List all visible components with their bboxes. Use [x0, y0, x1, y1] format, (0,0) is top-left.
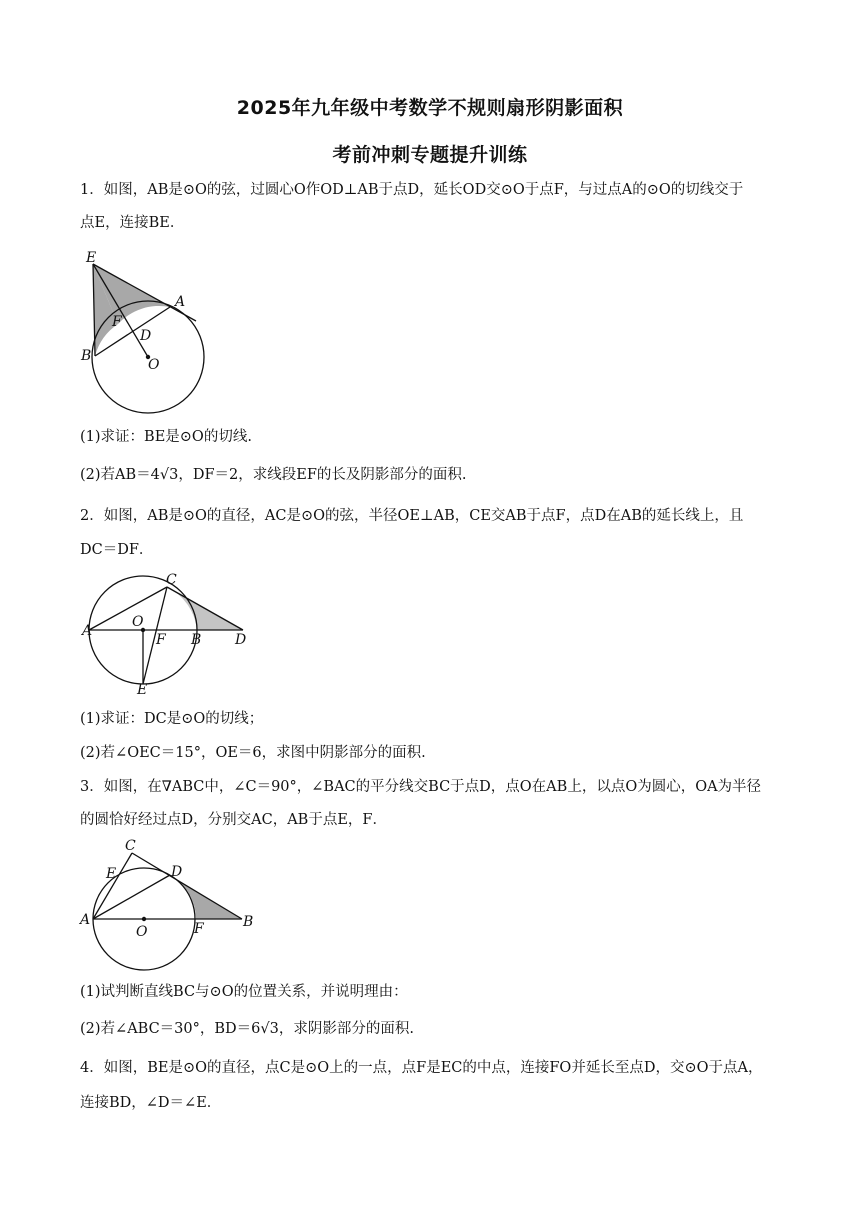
document-subtitle: 考前冲刺专题提升训练 [332, 144, 528, 166]
problem-1-part-1: (1)求证：BE是⊙O的切线. [80, 429, 252, 445]
problem-2-part-1: (1)求证：DC是⊙O的切线； [80, 711, 264, 727]
label-d: D [140, 328, 152, 344]
label-b: B [81, 348, 92, 364]
problem-2-part-2: (2)若∠OEC＝15°，OE＝6，求图中阴影部分的面积. [80, 745, 426, 761]
bisector-ad [93, 875, 170, 919]
label-f: F [156, 632, 166, 648]
label-o: O [136, 924, 148, 940]
problem-1-stem-line-2: 点E，连接BE． [80, 215, 185, 231]
problem-3-stem-line-2: 的圆恰好经过点D，分别交AC，AB于点E，F． [80, 812, 387, 828]
problem-2-stem-line-1: 2．如图，AB是⊙O的直径，AC是⊙O的弦，半径OE⊥AB，CE交AB于点F，点D在AB的延长线上，且 [80, 508, 744, 524]
problem-1-stem-line-1: 1．如图，AB是⊙O的弦，过圆心O作OD⊥AB于点D，延长OD交⊙O于点F，与过点A的⊙O的切线交于 [80, 182, 744, 198]
center-dot [142, 917, 146, 921]
label-b: B [243, 914, 254, 930]
label-b: B [191, 632, 202, 648]
problem-4-stem-line-2: 连接BD，∠D＝∠E． [80, 1095, 222, 1111]
document-title: 2025年九年级中考数学不规则扇形阴影面积 [236, 97, 624, 119]
label-a: A [82, 623, 93, 639]
problem-1-figure [78, 248, 218, 416]
segment-cb [132, 853, 242, 919]
problem-3-figure [78, 836, 263, 976]
label-a: A [175, 294, 186, 310]
label-c: C [166, 572, 177, 588]
label-a: A [80, 912, 91, 928]
problem-4-stem-line-1: 4．如图，BE是⊙O的直径，点C是⊙O上的一点，点F是EC的中点，连接FO并延长至点D，交⊙O于点A， [80, 1060, 763, 1076]
problem-2-figure [80, 570, 260, 696]
problem-3-part-1: (1)试判断直线BC与⊙O的位置关系，并说明理由： [80, 984, 408, 1000]
label-f: F [112, 314, 122, 330]
problem-3-stem-line-1: 3．如图，在∇ABC中，∠C＝90°，∠BAC的平分线交BC于点D，点O在AB上，以点O为圆心，OA为半径 [80, 779, 762, 795]
label-d: D [235, 632, 247, 648]
label-o: O [148, 357, 160, 373]
label-f: F [194, 921, 204, 937]
label-e: E [86, 250, 97, 266]
label-o: O [132, 614, 144, 630]
problem-1-part-2: (2)若AB＝4√3，DF＝2，求线段EF的长及阴影部分的面积. [80, 467, 467, 483]
label-e: E [137, 682, 148, 696]
problem-2-stem-line-2: DC＝DF． [80, 542, 154, 558]
chord-ac [89, 587, 167, 630]
label-d: D [171, 864, 183, 880]
segment-ac [93, 853, 132, 919]
label-e: E [106, 866, 117, 882]
label-c: C [125, 838, 136, 854]
problem-3-part-2: (2)若∠ABC＝30°，BD＝6√3，求阴影部分的面积. [80, 1021, 414, 1037]
